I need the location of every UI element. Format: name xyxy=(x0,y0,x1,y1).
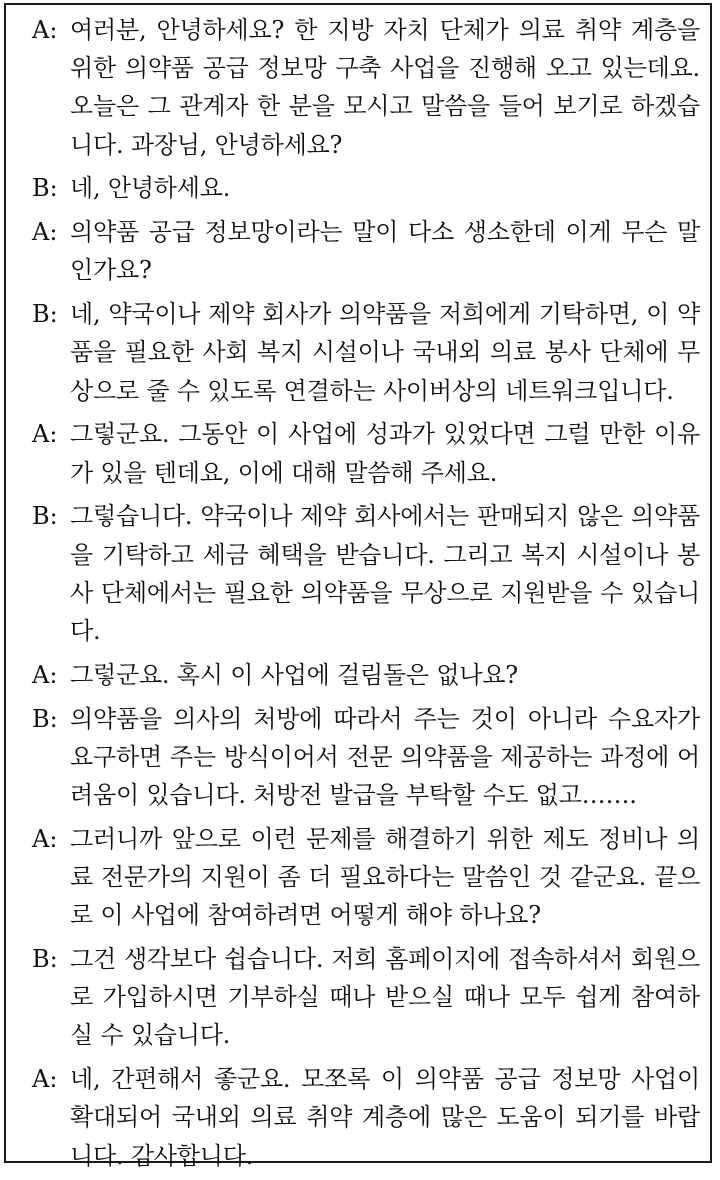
utterance-text: 네, 안녕하세요. xyxy=(70,174,231,203)
dialogue-turn xyxy=(32,656,700,694)
utterance-text: 그렇습니다. 약국이나 제약 회사에서는 판매되지 않은 의약품을 기탁하고 세금 혜택을 받습니다. 그리고 복지 시설이나 봉사 단체에서는 필요한 의약품을 무상으로 지원받을 수 있습니다. xyxy=(70,502,700,646)
dialogue-turn xyxy=(32,940,700,1055)
dialogue-turn xyxy=(32,700,700,815)
utterance-text: 네, 약국이나 제약 회사가 의약품을 저희에게 기탁하면, 이 약품을 필요한 사회 복지 시설이나 국내외 의료 봉사 단체에 무상으로 줄 수 있도록 연결하는 사이버상의 네트워크입니다. xyxy=(70,300,700,405)
utterance-text: 의약품 공급 정보망이라는 말이 다소 생소한데 이게 무슨 말인가요? xyxy=(70,218,700,285)
utterance-text: 네, 간편해서 좋군요. 모쪼록 이 의약품 공급 정보망 사업이 확대되어 국내외 의료 취약 계층에 많은 도움이 되기를 바랍니다. 감사합니다. xyxy=(70,1065,700,1170)
speaker-label: A: xyxy=(32,420,58,449)
speaker-label: B: xyxy=(32,502,58,531)
utterance-text: 그건 생각보다 쉽습니다. 저희 홈페이지에 접속하셔서 회원으로 가입하시면 기부하실 때나 받으실 때나 모두 쉽게 참여하실 수 있습니다. xyxy=(70,945,700,1050)
speaker-label: A: xyxy=(32,16,58,44)
utterance-text: 여러분, 안녕하세요? 한 지방 자치 단체가 의료 취약 계층을 위한 의약품 공급 정보망 구축 사업을 진행해 오고 있는데요. 오늘은 그 관계자 한 분을 모시고 말씀을 들어 보기로 하겠습니다. 과장님, 안녕하세요? xyxy=(70,16,700,159)
speaker-label: A: xyxy=(32,824,58,853)
speaker-label: B: xyxy=(32,945,58,974)
dialogue-turn xyxy=(32,169,700,207)
dialogue-turn xyxy=(32,295,700,410)
utterance-text: 그러니까 앞으로 이런 문제를 해결하기 위한 제도 정비나 의료 전문가의 지원이 좀 더 필요하다는 말씀인 것 같군요. 끝으로 이 사업에 참여하려면 어떻게 해야 하나요? xyxy=(70,824,700,930)
utterance-text: 의약품을 의사의 처방에 따라서 주는 것이 아니라 수요자가 요구하면 주는 방식이어서 전문 의약품을 제공하는 과정에 어려움이 있습니다. 처방전 발급을 부탁할 수도 없고……. xyxy=(70,704,700,810)
speaker-label: A: xyxy=(32,218,58,247)
dialogue-turn xyxy=(32,497,700,650)
dialogue-turn xyxy=(32,11,700,164)
utterance-text: 그렇군요. 혹시 이 사업에 걸림돌은 없나요? xyxy=(70,660,518,689)
dialogue-turn xyxy=(32,1060,700,1175)
dialogue-box xyxy=(4,3,712,1170)
dialogue-turn xyxy=(32,213,700,289)
speaker-label: A: xyxy=(32,660,58,689)
dialogue-transcript xyxy=(32,11,700,1180)
speaker-label: A: xyxy=(32,1065,58,1094)
utterance-text: 그렇군요. 그동안 이 사업에 성과가 있었다면 그럴 만한 이유가 있을 텐데요, 이에 대해 말씀해 주세요. xyxy=(70,420,700,487)
speaker-label: B: xyxy=(32,174,58,203)
speaker-label: B: xyxy=(32,300,58,329)
dialogue-turn xyxy=(32,820,700,935)
speaker-label: B: xyxy=(32,704,58,733)
dialogue-turn xyxy=(32,415,700,491)
